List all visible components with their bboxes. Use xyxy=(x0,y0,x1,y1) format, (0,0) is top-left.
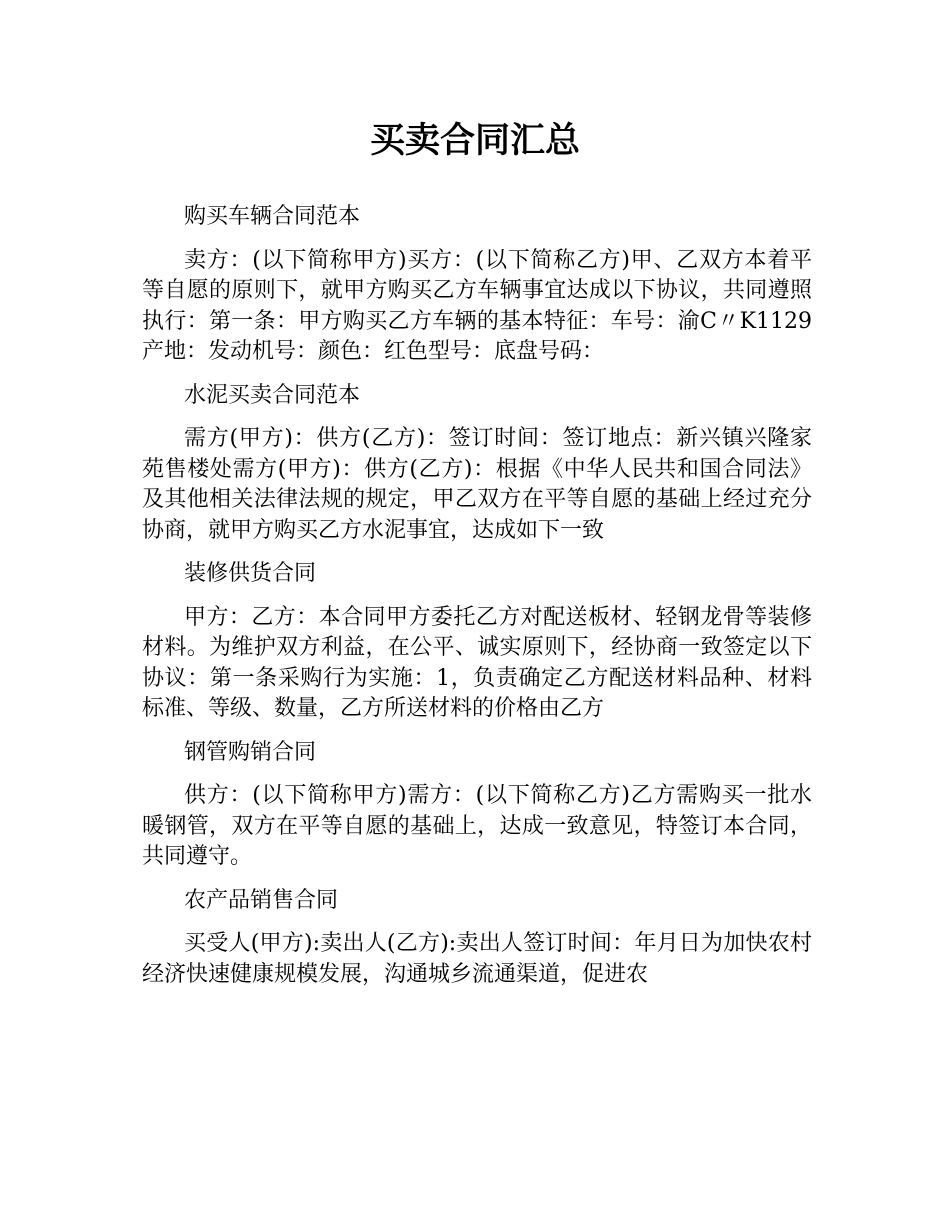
section-heading: 农产品销售合同 xyxy=(184,887,339,913)
contract-section-vehicle xyxy=(142,202,812,368)
contract-section-steel-pipe xyxy=(142,738,812,873)
section-paragraph: 卖方：(以下简称甲方)买方：(以下简称乙方)甲、乙双方本着平等自愿的原则下，就甲方购买乙方车辆事宜达成以下协议，共同遵照执行：第一条：甲方购买乙方车辆的基本特征：车号：渝C〃K1129产地：发动机号：颜色：红色型号：底盘号码： xyxy=(142,247,812,364)
contract-section-decoration xyxy=(142,559,812,725)
section-heading: 水泥买卖合同范本 xyxy=(184,382,361,408)
section-paragraph: 需方(甲方)：供方(乙方)：签订时间：签订地点：新兴镇兴隆家苑售楼处需方(甲方)：供方(乙方)：根据《中华人民共和国合同法》及其他相关法律法规的规定，甲乙双方在平等自愿的基础上经过充分协商，就甲方购买乙方水泥事宜，达成如下一致 xyxy=(142,426,812,543)
section-paragraph: 买受人(甲方):卖出人(乙方):卖出人签订时间：年月日为加快农村经济快速健康规模发展，沟通城乡流通渠道，促进农 xyxy=(142,931,812,987)
section-heading: 钢管购销合同 xyxy=(184,739,317,765)
section-heading: 装修供货合同 xyxy=(184,561,317,586)
contract-section-agricultural xyxy=(142,886,812,991)
document-title: 买卖合同汇总 xyxy=(369,121,580,161)
document-body xyxy=(142,202,812,1003)
section-heading: 购买车辆合同范本 xyxy=(184,204,361,229)
contract-section-cement xyxy=(142,381,812,547)
section-paragraph: 甲方：乙方：本合同甲方委托乙方对配送板材、轻钢龙骨等装修材料。为维护双方利益，在公平、诚实原则下，经协商一致签定以下协议：第一条采购行为实施：1，负责确定乙方配送材料品种、材料标准、等级、数量，乙方所送材料的价格由乙方 xyxy=(142,604,812,721)
section-paragraph: 供方：(以下简称甲方)需方：(以下简称乙方)乙方需购买一批水暖钢管，双方在平等自愿的基础上，达成一致意见，特签订本合同，共同遵守。 xyxy=(142,783,812,869)
